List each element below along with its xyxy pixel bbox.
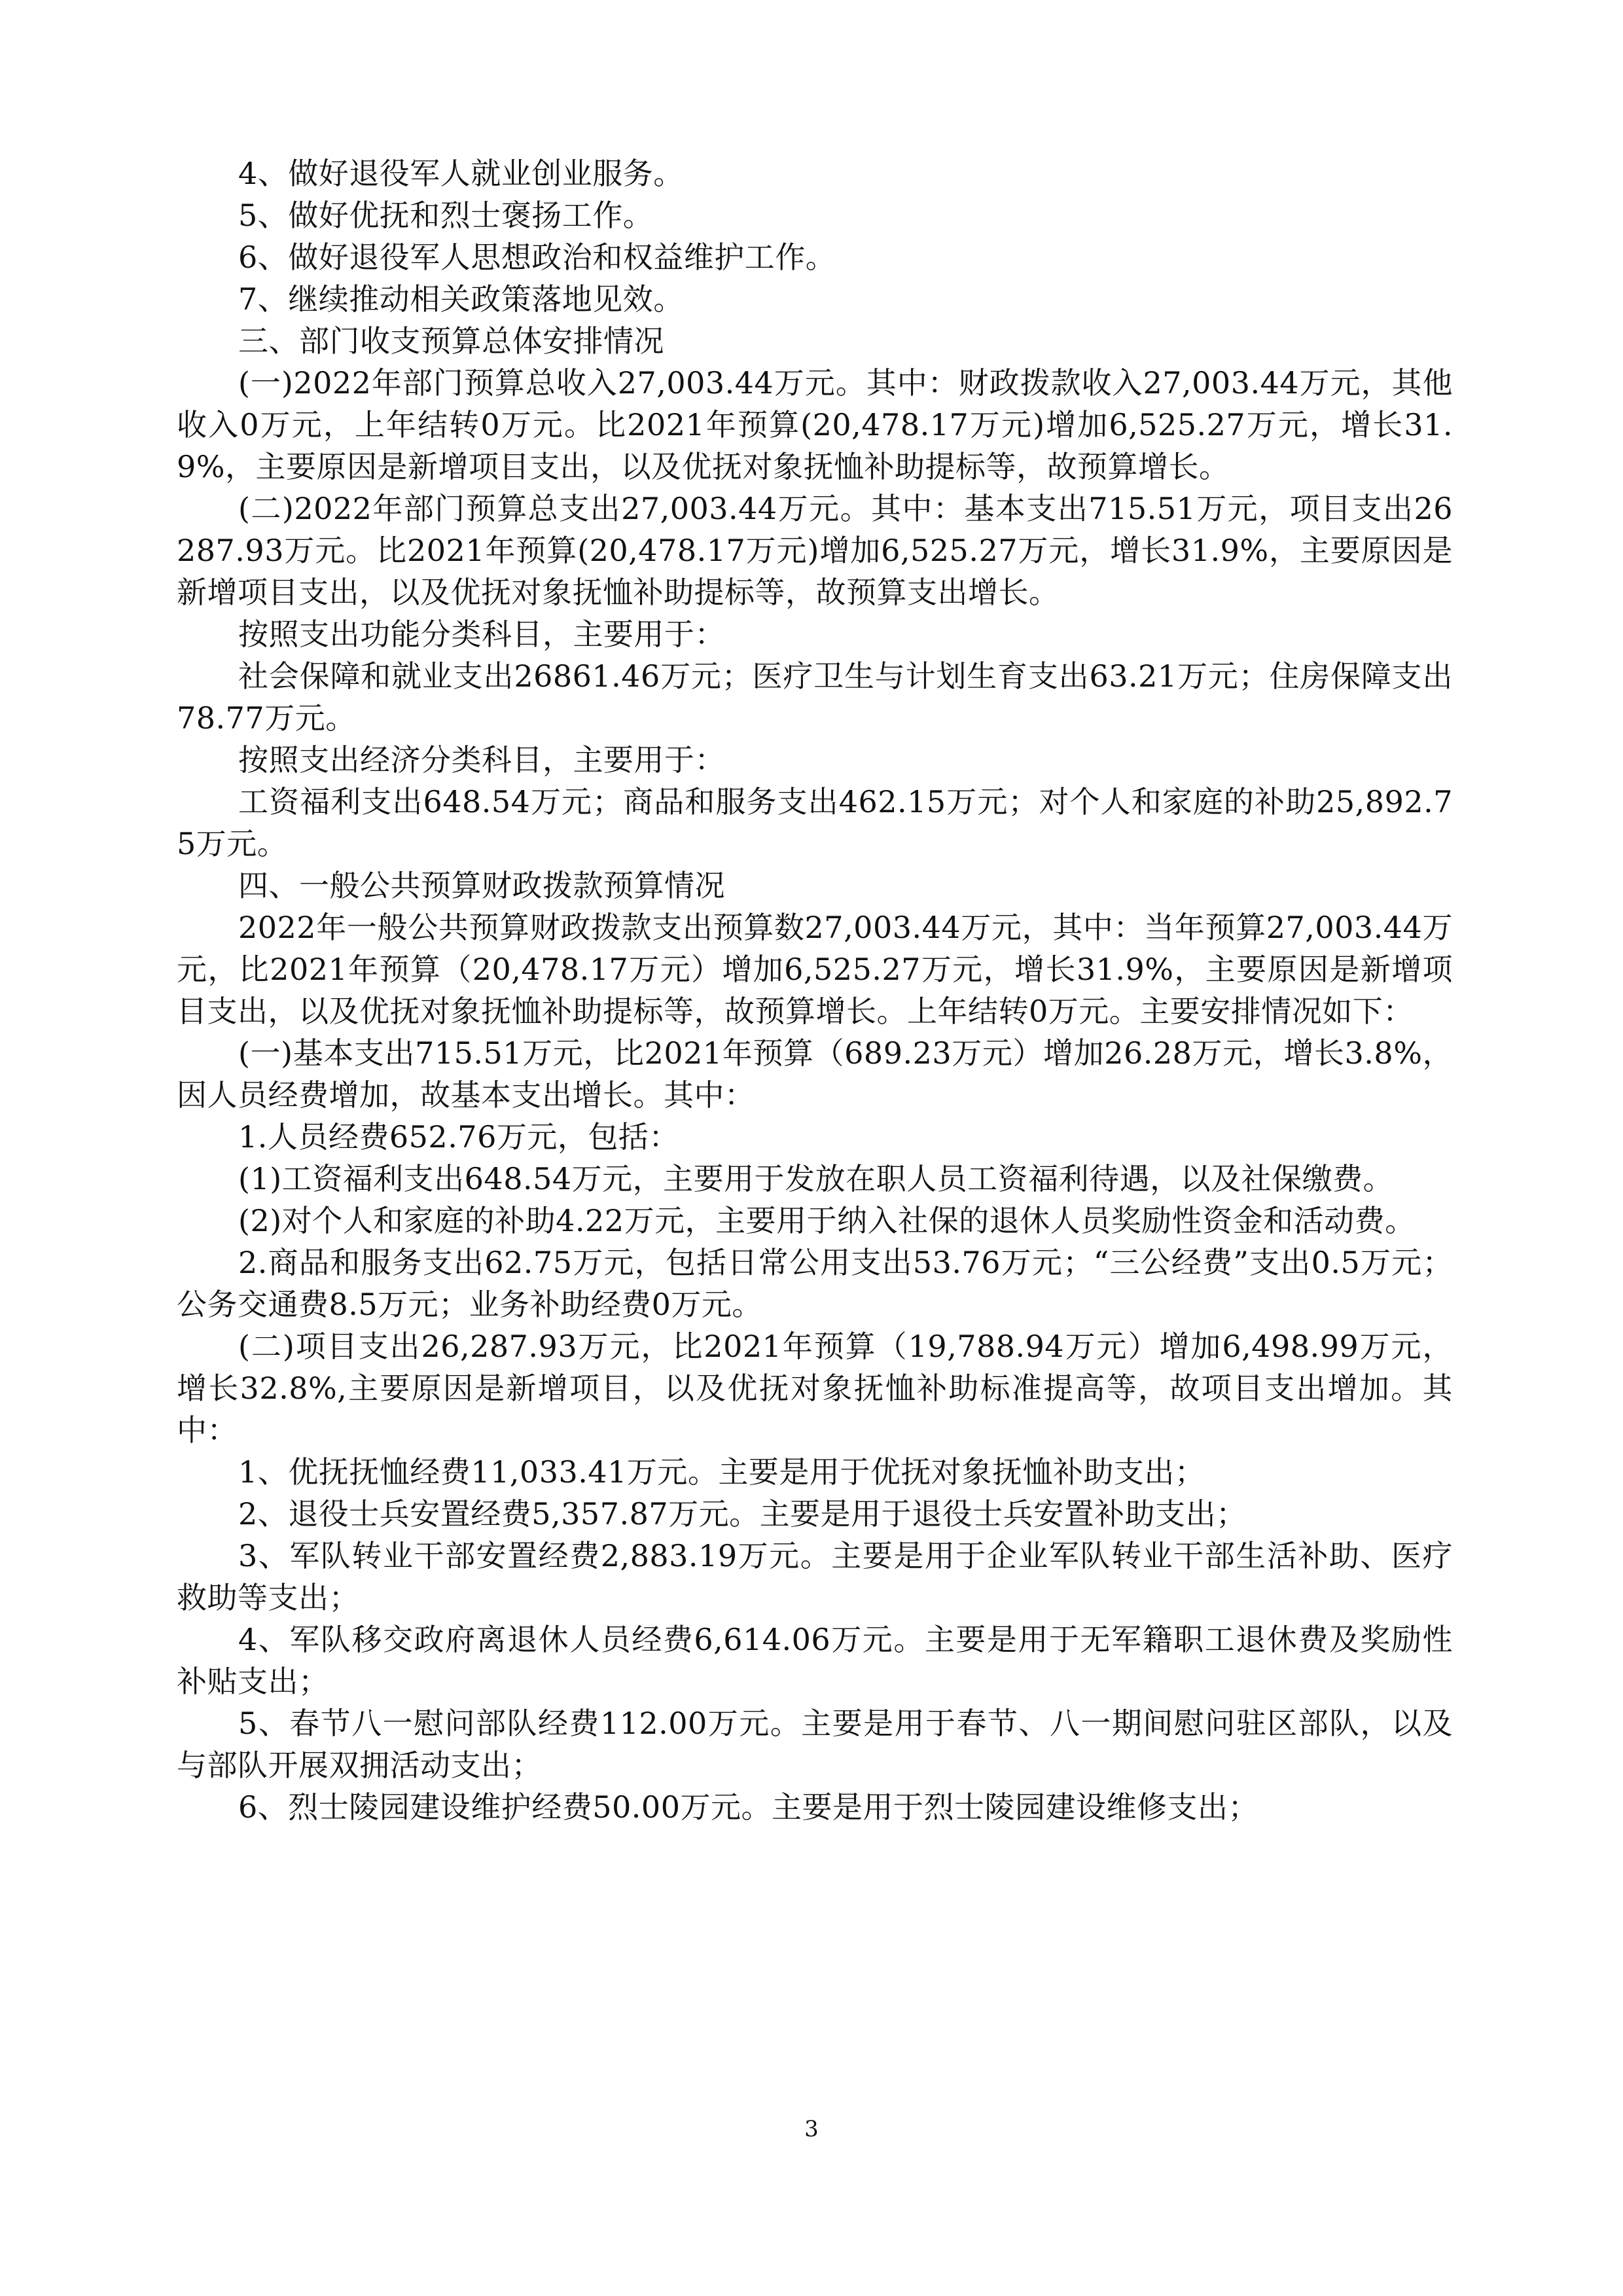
paragraph: 按照支出功能分类科目，主要用于： xyxy=(238,617,725,652)
section-heading: 四、一般公共预算财政拨款预算情况 xyxy=(238,868,725,903)
paragraph: (二)2022年部门预算总支出27,003.44万元。其中：基本支出715.51万元，项目支出26287.93万元。比2021年预算(20,478.17万元)增加6,525.27万元，增长31.9%，主要原因是新增项目支出，以及优抚对象抚恤补助提标等，故预算支出增长。 xyxy=(177,491,1453,610)
paragraph: 工资福利支出648.54万元；商品和服务支出462.15万元；对个人和家庭的补助25,892.75万元。 xyxy=(177,784,1453,861)
paragraph: 2、退役士兵安置经费5,357.87万元。主要是用于退役士兵安置补助支出； xyxy=(238,1496,1247,1532)
paragraph: 4、做好退役军人就业创业服务。 xyxy=(238,156,684,191)
page-number: 3 xyxy=(804,2116,819,2142)
section-heading: 三、部门收支预算总体安排情况 xyxy=(238,323,664,359)
paragraph: 3、军队转业干部安置经费2,883.19万元。主要是用于企业军队转业干部生活补助、医疗救助等支出； xyxy=(177,1538,1453,1615)
paragraph: 7、继续推动相关政策落地见效。 xyxy=(238,281,684,317)
paragraph: 按照支出经济分类科目，主要用于： xyxy=(238,742,725,778)
document-body xyxy=(177,152,1453,1828)
paragraph: 4、军队移交政府离退休人员经费6,614.06万元。主要是用于无军籍职工退休费及奖励性补贴支出； xyxy=(177,1622,1453,1699)
paragraph: 1、优抚抚恤经费11,033.41万元。主要是用于优抚对象抚恤补助支出； xyxy=(238,1454,1205,1490)
paragraph: 1.人员经费652.76万元，包括： xyxy=(238,1119,679,1155)
paragraph: (二)项目支出26,287.93万元，比2021年预算（19,788.94万元）增加6,498.99万元，增长32.8%,主要原因是新增项目，以及优抚对象抚恤补助标准提高等，故项目支出增加。其中： xyxy=(177,1329,1453,1448)
paragraph: 6、烈士陵园建设维护经费50.00万元。主要是用于烈士陵园建设维修支出； xyxy=(238,1789,1258,1825)
paragraph: 2022年一般公共预算财政拨款支出预算数27,003.44万元，其中：当年预算27,003.44万元，比2021年预算（20,478.17万元）增加6,525.27万元，增长31.9%，主要原因是新增项目支出，以及优抚对象抚恤补助提标等，故预算增长。上年结转0万元。主要安排情况如下： xyxy=(177,910,1453,1029)
paragraph: (一)基本支出715.51万元，比2021年预算（689.23万元）增加26.28万元，增长3.8%，因人员经费增加，故基本支出增长。其中： xyxy=(177,1035,1453,1113)
paragraph: (2)对个人和家庭的补助4.22万元，主要用于纳入社保的退休人员奖励性资金和活动费。 xyxy=(238,1203,1416,1238)
paragraph: 5、做好优抚和烈士褒扬工作。 xyxy=(238,198,654,233)
paragraph: 2.商品和服务支出62.75万元，包括日常公用支出53.76万元；“三公经费”支出0.5万元；公务交通费8.5万元；业务补助经费0万元。 xyxy=(177,1245,1453,1322)
paragraph: 5、春节八一慰问部队经费112.00万元。主要是用于春节、八一期间慰问驻区部队，以及与部队开展双拥活动支出； xyxy=(177,1706,1453,1783)
paragraph: (1)工资福利支出648.54万元，主要用于发放在职人员工资福利待遇，以及社保缴费。 xyxy=(238,1161,1394,1196)
paragraph: 社会保障和就业支出26861.46万元；医疗卫生与计划生育支出63.21万元；住房保障支出78.77万元。 xyxy=(177,658,1453,736)
paragraph: (一)2022年部门预算总收入27,003.44万元。其中：财政拨款收入27,003.44万元，其他收入0万元，上年结转0万元。比2021年预算(20,478.17万元)增加6,525.27万元，增长31.9%，主要原因是新增项目支出，以及优抚对象抚恤补助提标等，故预算增长。 xyxy=(177,365,1453,484)
paragraph: 6、做好退役军人思想政治和权益维护工作。 xyxy=(238,240,836,275)
